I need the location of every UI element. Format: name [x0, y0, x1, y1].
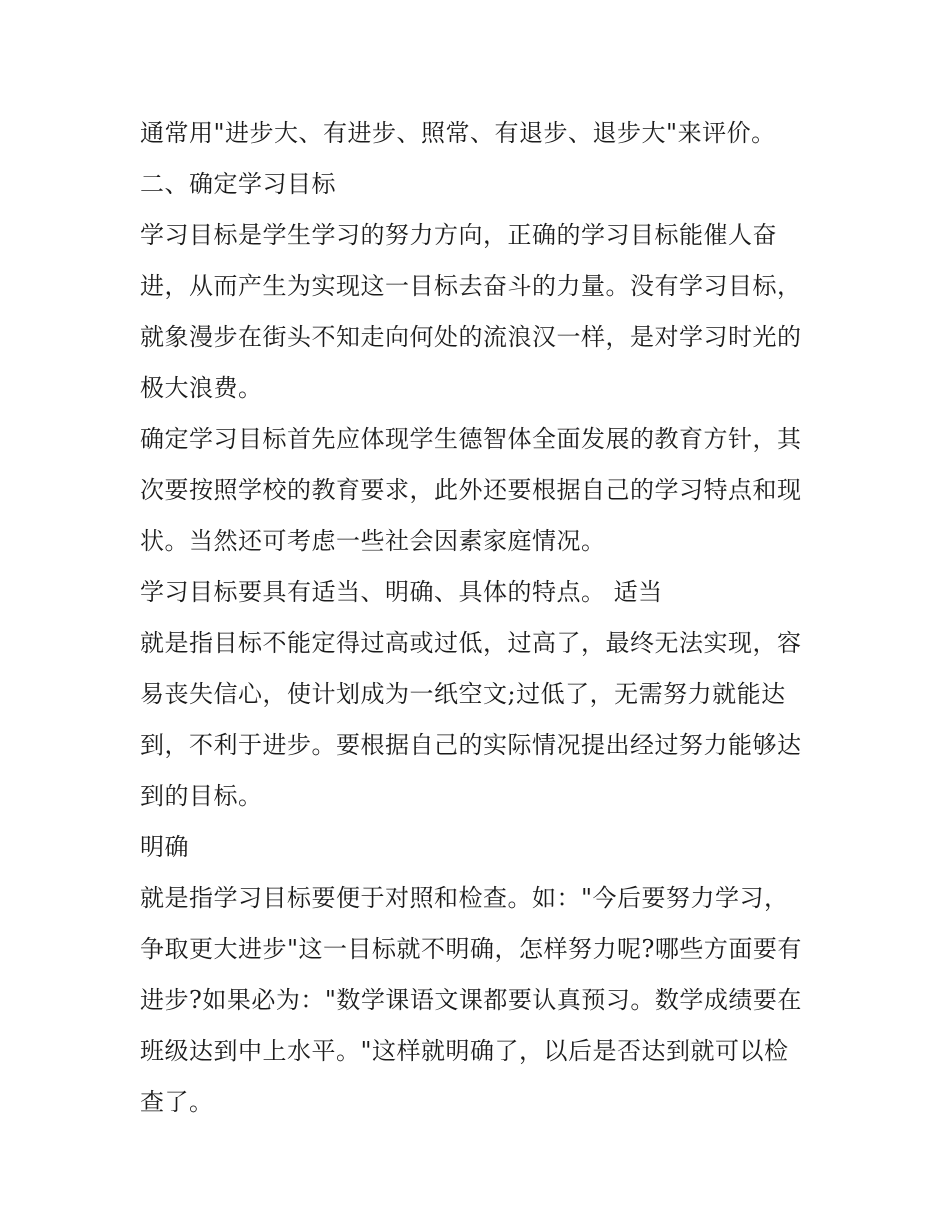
text-line: 到，不利于进步。要根据自己的实际情况提出经过努力能够达	[140, 731, 802, 759]
text-line: 到的目标。	[140, 782, 263, 810]
text-line: 学习目标是学生学习的努力方向，正确的学习目标能催人奋	[140, 221, 777, 249]
text-line: 就是指目标不能定得过高或过低，过高了，最终无法实现，容	[140, 629, 802, 657]
text-line: 状。当然还可考虑一些社会因素家庭情况。	[140, 527, 606, 555]
text-line: 查了。	[140, 1088, 214, 1116]
text-line: 易丧失信心，使计划成为一纸空文;过低了，无需努力就能达	[140, 680, 786, 708]
document-body	[140, 108, 820, 1128]
section-heading: 二、确定学习目标	[140, 170, 336, 198]
text-line: 进，从而产生为实现这一目标去奋斗的力量。没有学习目标，	[140, 272, 802, 300]
text-line: 就是指学习目标要便于对照和检查。如："今后要努力学习，	[140, 884, 789, 912]
text-line: 就象漫步在街头不知走向何处的流浪汉一样，是对学习时光的	[140, 323, 802, 351]
text-line: 学习目标要具有适当、明确、具体的特点。 适当	[140, 578, 663, 606]
subheading: 明确	[140, 833, 189, 861]
text-line: 进步?如果必为："数学课语文课都要认真预习。数学成绩要在	[140, 986, 802, 1014]
text-line: 极大浪费。	[140, 374, 263, 402]
text-line: 通常用"进步大、有进步、照常、有退步、退步大"来评价。	[140, 119, 776, 147]
text-line: 确定学习目标首先应体现学生德智体全面发展的教育方针，其	[140, 425, 802, 453]
text-line: 争取更大进步"这一目标就不明确，怎样努力呢?哪些方面要有	[140, 935, 802, 963]
text-line: 次要按照学校的教育要求，此外还要根据自己的学习特点和现	[140, 476, 802, 504]
text-line: 班级达到中上水平。"这样就明确了，以后是否达到就可以检	[140, 1037, 789, 1065]
